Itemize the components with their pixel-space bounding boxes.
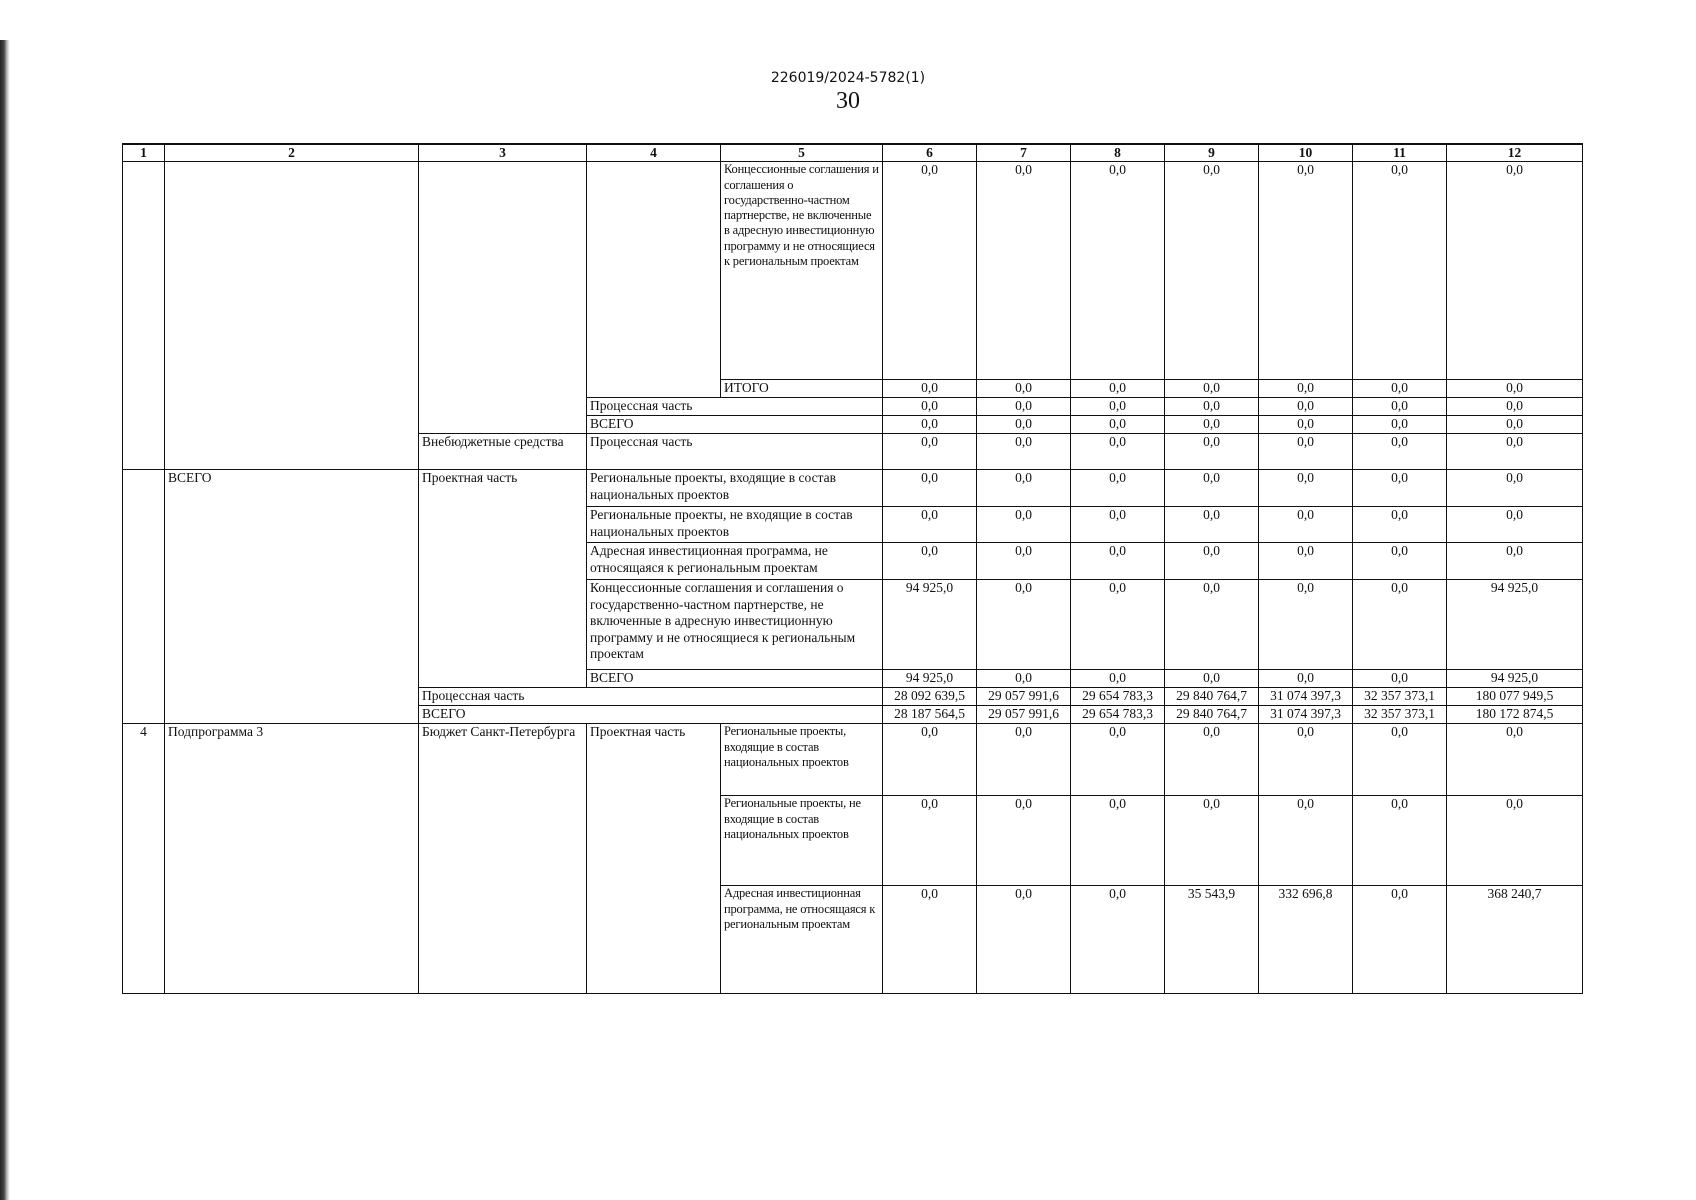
value-cell: 0,0 — [1447, 796, 1583, 886]
value-cell: 180 077 949,5 — [1447, 688, 1583, 706]
value-cell: 94 925,0 — [1447, 580, 1583, 670]
budget-table — [122, 143, 1583, 994]
value-cell: 29 057 991,6 — [977, 706, 1071, 724]
scan-edge — [0, 40, 10, 1200]
column-header: 8 — [1071, 144, 1165, 162]
value-cell: 0,0 — [1165, 470, 1259, 507]
column-header: 7 — [977, 144, 1071, 162]
value-cell: 332 696,8 — [1259, 886, 1353, 994]
total-name: ВСЕГО — [165, 470, 419, 724]
row-label-vsego: ВСЕГО — [587, 416, 883, 434]
value-cell: 0,0 — [1353, 580, 1447, 670]
value-cell: 0,0 — [1165, 670, 1259, 688]
value-cell: 0,0 — [1353, 434, 1447, 470]
row-label-itogo: ИТОГО — [721, 380, 883, 398]
value-cell: 180 172 874,5 — [1447, 706, 1583, 724]
value-cell: 0,0 — [1353, 670, 1447, 688]
row-label-aip: Адресная инвестиционная программа, не относящаяся к региональным проектам — [721, 886, 883, 994]
cell-name — [165, 162, 419, 470]
value-cell: 0,0 — [1353, 470, 1447, 507]
value-cell: 0,0 — [1447, 162, 1583, 380]
value-cell: 94 925,0 — [883, 580, 977, 670]
row-label-reg-national: Региональные проекты, входящие в состав национальных проектов — [587, 470, 883, 507]
value-cell: 0,0 — [883, 886, 977, 994]
value-cell: 0,0 — [977, 507, 1071, 543]
row-label-reg-not-national: Региональные проекты, не входящие в состав национальных проектов — [587, 507, 883, 543]
value-cell: 0,0 — [1259, 580, 1353, 670]
value-cell: 0,0 — [977, 670, 1071, 688]
value-cell: 28 187 564,5 — [883, 706, 977, 724]
source-budget: Бюджет Санкт-Петербурга — [419, 724, 587, 994]
value-cell: 29 840 764,7 — [1165, 706, 1259, 724]
row-label-process: Процессная часть — [587, 398, 883, 416]
value-cell: 0,0 — [1259, 162, 1353, 380]
value-cell: 29 057 991,6 — [977, 688, 1071, 706]
value-cell: 29 654 783,3 — [1071, 706, 1165, 724]
value-cell: 0,0 — [1071, 380, 1165, 398]
value-cell: 0,0 — [1353, 796, 1447, 886]
value-cell: 0,0 — [977, 580, 1071, 670]
value-cell: 0,0 — [1071, 416, 1165, 434]
row-label-process: Процессная часть — [587, 434, 883, 470]
value-cell: 35 543,9 — [1165, 886, 1259, 994]
value-cell: 0,0 — [1259, 380, 1353, 398]
row-number: 4 — [123, 724, 165, 994]
row-label-process: Процессная часть — [419, 688, 883, 706]
value-cell: 0,0 — [1071, 398, 1165, 416]
value-cell: 0,0 — [1353, 380, 1447, 398]
value-cell: 0,0 — [1259, 724, 1353, 796]
value-cell: 0,0 — [1071, 670, 1165, 688]
value-cell: 0,0 — [1071, 162, 1165, 380]
column-header: 4 — [587, 144, 721, 162]
value-cell: 0,0 — [883, 434, 977, 470]
value-cell: 0,0 — [1165, 543, 1259, 580]
value-cell: 0,0 — [1071, 796, 1165, 886]
value-cell: 0,0 — [1353, 543, 1447, 580]
table-row — [123, 470, 1583, 507]
value-cell: 0,0 — [1071, 507, 1165, 543]
value-cell: 368 240,7 — [1447, 886, 1583, 994]
value-cell: 0,0 — [977, 543, 1071, 580]
value-cell: 0,0 — [1259, 470, 1353, 507]
value-cell: 0,0 — [1259, 543, 1353, 580]
value-cell: 0,0 — [1165, 416, 1259, 434]
value-cell: 0,0 — [977, 724, 1071, 796]
value-cell: 0,0 — [977, 470, 1071, 507]
value-cell: 0,0 — [883, 543, 977, 580]
part-project: Проектная часть — [587, 724, 721, 994]
value-cell: 0,0 — [977, 398, 1071, 416]
row-label-reg-not-national: Региональные проекты, не входящие в состав национальных проектов — [721, 796, 883, 886]
value-cell: 0,0 — [883, 162, 977, 380]
value-cell: 0,0 — [1353, 886, 1447, 994]
column-header: 1 — [123, 144, 165, 162]
value-cell: 0,0 — [1071, 724, 1165, 796]
value-cell: 0,0 — [1447, 434, 1583, 470]
value-cell: 31 074 397,3 — [1259, 706, 1353, 724]
table-row — [123, 724, 1583, 796]
value-cell: 0,0 — [1353, 162, 1447, 380]
value-cell: 0,0 — [1071, 580, 1165, 670]
cell-no — [123, 470, 165, 724]
row-label-concession: Концессионные соглашения и соглашения о государственно-частном партнерстве, не включенные в адресную инвестиционную программу и не относящиеся к региональным проектам — [721, 162, 883, 380]
value-cell: 32 357 373,1 — [1353, 706, 1447, 724]
value-cell: 28 092 639,5 — [883, 688, 977, 706]
row-label-reg-national: Региональные проекты, входящие в состав национальных проектов — [721, 724, 883, 796]
value-cell: 0,0 — [1259, 796, 1353, 886]
value-cell: 0,0 — [1353, 398, 1447, 416]
value-cell: 0,0 — [1259, 670, 1353, 688]
value-cell: 0,0 — [1353, 416, 1447, 434]
value-cell: 0,0 — [977, 796, 1071, 886]
cell-part — [587, 162, 721, 398]
value-cell: 0,0 — [1165, 796, 1259, 886]
document-id: 226019/2024-5782(1) — [770, 70, 926, 86]
value-cell: 0,0 — [977, 162, 1071, 380]
page-number: 30 — [836, 88, 860, 114]
value-cell: 94 925,0 — [1447, 670, 1583, 688]
column-header: 11 — [1353, 144, 1447, 162]
table-row — [123, 162, 1583, 380]
column-header: 12 — [1447, 144, 1583, 162]
value-cell: 0,0 — [1071, 543, 1165, 580]
value-cell: 0,0 — [977, 380, 1071, 398]
value-cell: 0,0 — [1071, 434, 1165, 470]
value-cell: 0,0 — [1353, 724, 1447, 796]
value-cell: 0,0 — [1165, 580, 1259, 670]
column-header: 6 — [883, 144, 977, 162]
value-cell: 0,0 — [977, 886, 1071, 994]
value-cell: 94 925,0 — [883, 670, 977, 688]
value-cell: 0,0 — [1447, 543, 1583, 580]
value-cell: 32 357 373,1 — [1353, 688, 1447, 706]
value-cell: 0,0 — [1165, 434, 1259, 470]
value-cell: 0,0 — [883, 724, 977, 796]
value-cell: 0,0 — [883, 470, 977, 507]
value-cell: 0,0 — [1259, 507, 1353, 543]
row-label-vsego: ВСЕГО — [419, 706, 883, 724]
cell-source — [419, 162, 587, 434]
source-extrabudget: Внебюджетные средства — [419, 434, 587, 470]
value-cell: 0,0 — [883, 796, 977, 886]
value-cell: 0,0 — [1165, 724, 1259, 796]
value-cell: 0,0 — [883, 416, 977, 434]
row-label-concession: Концессионные соглашения и соглашения о государственно-частном партнерстве, не включенные в адресную инвестиционную программу и не относящиеся к региональным проектам — [587, 580, 883, 670]
total-project-part: Проектная часть — [419, 470, 587, 688]
value-cell: 0,0 — [1259, 398, 1353, 416]
column-header: 9 — [1165, 144, 1259, 162]
header-row — [123, 144, 1583, 162]
value-cell: 0,0 — [977, 416, 1071, 434]
value-cell: 0,0 — [1071, 886, 1165, 994]
value-cell: 0,0 — [1447, 416, 1583, 434]
value-cell: 0,0 — [883, 507, 977, 543]
value-cell: 0,0 — [1259, 434, 1353, 470]
value-cell: 0,0 — [883, 380, 977, 398]
column-header: 2 — [165, 144, 419, 162]
value-cell: 31 074 397,3 — [1259, 688, 1353, 706]
column-header: 10 — [1259, 144, 1353, 162]
column-header: 3 — [419, 144, 587, 162]
row-label-vsego: ВСЕГО — [587, 670, 883, 688]
value-cell: 0,0 — [883, 398, 977, 416]
value-cell: 0,0 — [977, 434, 1071, 470]
value-cell: 0,0 — [1447, 380, 1583, 398]
value-cell: 29 840 764,7 — [1165, 688, 1259, 706]
column-header: 5 — [721, 144, 883, 162]
value-cell: 0,0 — [1165, 380, 1259, 398]
value-cell: 0,0 — [1259, 416, 1353, 434]
value-cell: 0,0 — [1447, 507, 1583, 543]
subprogram-name: Подпрограмма 3 — [165, 724, 419, 994]
value-cell: 0,0 — [1353, 507, 1447, 543]
row-label-aip: Адресная инвестиционная программа, не относящаяся к региональным проектам — [587, 543, 883, 580]
value-cell: 0,0 — [1447, 470, 1583, 507]
value-cell: 0,0 — [1071, 470, 1165, 507]
value-cell: 0,0 — [1165, 507, 1259, 543]
cell-no — [123, 162, 165, 470]
value-cell: 0,0 — [1447, 724, 1583, 796]
value-cell: 0,0 — [1165, 162, 1259, 380]
value-cell: 0,0 — [1447, 398, 1583, 416]
value-cell: 0,0 — [1165, 398, 1259, 416]
value-cell: 29 654 783,3 — [1071, 688, 1165, 706]
